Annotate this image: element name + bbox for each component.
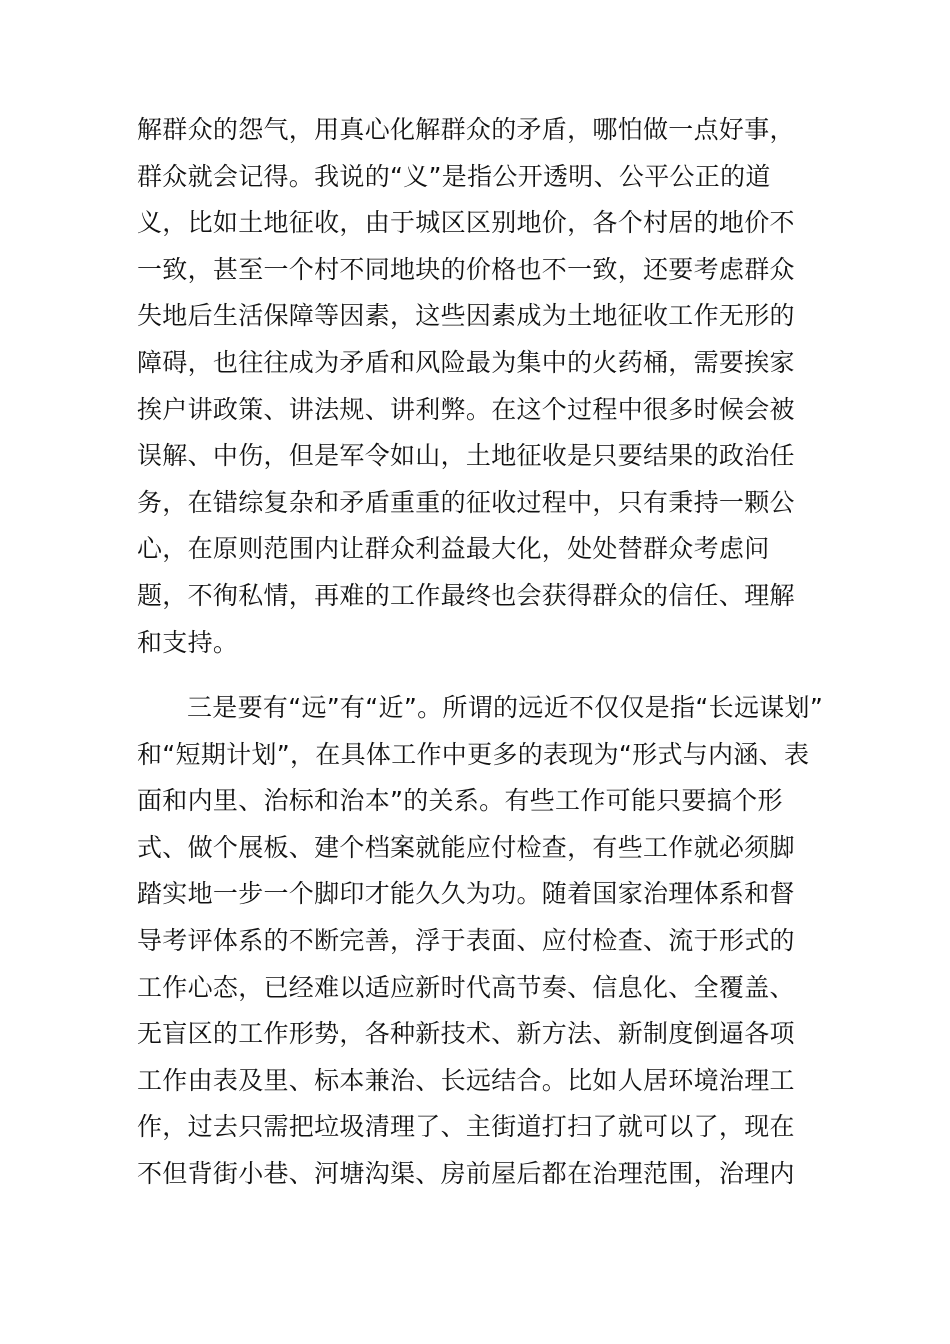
text-line: 不但背街小巷、河塘沟渠、房前屋后都在治理范围，治理内 — [137, 1158, 795, 1188]
text-line: 解群众的怨气，用真心化解群众的矛盾，哪怕做一点好事， — [137, 115, 795, 144]
text-line: 工作由表及里、标本兼治、长远结合。比如人居环境治理工 — [137, 1065, 795, 1095]
text-line: 作，过去只需把垃圾清理了、主街道打扫了就可以了，现在 — [137, 1112, 795, 1142]
text-line: 踏实地一步一个脚印才能久久为功。随着国家治理体系和督 — [137, 879, 795, 909]
text-line: 义，比如土地征收，由于城区区别地价，各个村居的地价不 — [137, 208, 795, 238]
text-line: 群众就会记得。我说的“义”是指公开透明、公平公正的道 — [137, 161, 771, 191]
text-line: 导考评体系的不断完善，浮于表面、应付检查、流于形式的 — [137, 925, 795, 955]
text-line: 挨户讲政策、讲法规、讲利弊。在这个过程中很多时候会被 — [137, 394, 795, 424]
text-line: 误解、中伤，但是军令如山，土地征收是只要结果的政治任 — [137, 441, 795, 471]
text-line: 和“短期计划”，在具体工作中更多的表现为“形式与内涵、表 — [137, 739, 810, 769]
text-line: 和支持。 — [137, 627, 239, 657]
paragraph-2 — [137, 685, 824, 1198]
text-line: 工作心态，已经难以适应新时代高节奏、信息化、全覆盖、 — [137, 972, 795, 1002]
text-line: 无盲区的工作形势，各种新技术、新方法、新制度倒逼各项 — [137, 1019, 795, 1049]
text-line: 题，不徇私情，再难的工作最终也会获得群众的信任、理解 — [137, 580, 795, 610]
text-line: 面和内里、治标和治本”的关系。有些工作可能只要搞个形 — [137, 786, 783, 816]
text-line: 失地后生活保障等因素，这些因素成为土地征收工作无形的 — [137, 301, 795, 331]
text-line: 心，在原则范围内让群众利益最大化，处处替群众考虑问 — [137, 534, 770, 564]
text-line: 一致，甚至一个村不同地块的价格也不一致，还要考虑群众 — [137, 254, 795, 284]
text-line: 障碍，也往往成为矛盾和风险最为集中的火药桶，需要挨家 — [137, 347, 795, 377]
paragraph-1 — [137, 107, 817, 666]
text-line: 务，在错综复杂和矛盾重重的征收过程中，只有秉持一颗公 — [137, 487, 795, 517]
text-line: 式、做个展板、建个档案就能应付检查，有些工作就必须脚 — [137, 832, 795, 862]
text-line: 三是要有“远”有“近”。所谓的远近不仅仅是指“长远谋划” — [187, 693, 824, 722]
